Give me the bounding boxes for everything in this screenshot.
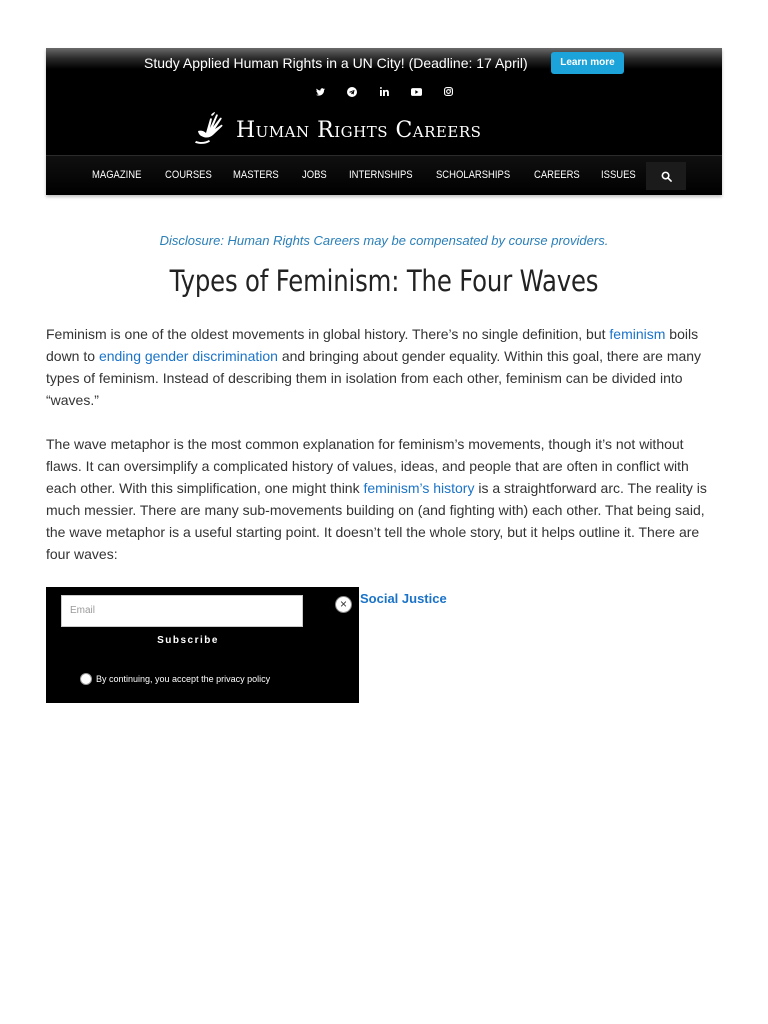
subscribe-popup [46, 587, 359, 703]
consent-row [80, 673, 270, 685]
main-navigation [46, 156, 722, 195]
hand-logo-icon [194, 111, 228, 150]
nav-item-scholarships[interactable]: SCHOLARSHIPS [436, 169, 511, 181]
site-logo[interactable] [194, 112, 481, 148]
ending-gender-discrimination-link[interactable]: ending gender discrimination [98, 348, 278, 364]
nav-item-masters[interactable]: MASTERS [233, 169, 279, 181]
paragraph-text: and bringing about gender equality. Within this goal, there are many types of feminism. Instead of describing them in isolation from each other, feminism can be divided into “waves.” [46, 348, 702, 408]
search-icon [661, 171, 672, 182]
learn-more-button[interactable]: Learn more [551, 52, 624, 74]
search-button[interactable] [646, 162, 686, 190]
page-title: Types of Feminism: The Four Waves [169, 264, 599, 298]
promo-bar [46, 48, 722, 78]
nav-item-courses[interactable]: COURSES [165, 169, 212, 181]
paragraph-text: The wave metaphor is the most common explanation for feminism’s movements, though it’s not without flaws. It can oversimplify a complicated history of values, ideas, and people that are often in conflict with each other. With this simplification, one might think [46, 436, 689, 496]
telegram-icon[interactable] [345, 84, 360, 99]
social-links [46, 84, 722, 100]
article-paragraph-1 [46, 323, 722, 411]
email-field[interactable]: Email [61, 595, 303, 627]
feminism-link[interactable]: feminism [609, 326, 666, 342]
youtube-icon[interactable] [409, 84, 424, 99]
close-icon[interactable]: × [335, 596, 352, 613]
linkedin-icon[interactable] [377, 84, 392, 99]
nav-item-issues[interactable]: ISSUES [601, 169, 636, 181]
nav-item-jobs[interactable]: JOBS [302, 169, 327, 181]
promo-text: Study Applied Human Rights in a UN City! (Deadline: 17 April) [144, 55, 528, 71]
article-paragraph-2 [46, 433, 722, 565]
consent-checkbox[interactable] [80, 673, 92, 685]
site-header [46, 48, 722, 195]
nav-item-careers[interactable]: CAREERS [534, 169, 580, 181]
disclosure-text: Disclosure: Human Rights Careers may be compensated by course providers. [159, 233, 609, 248]
consent-label: By continuing, you accept the privacy policy [96, 674, 271, 684]
feminisms-history-link[interactable]: feminism’s history [363, 480, 475, 496]
subscribe-button[interactable]: Subscribe [157, 635, 219, 646]
paragraph-text: Feminism is one of the oldest movements in global history. There’s no single definition, but [46, 326, 610, 342]
paragraph-text: boils down to [46, 326, 699, 364]
logo-text: Human Rights Careers [236, 117, 482, 143]
nav-item-internships[interactable]: INTERNSHIPS [349, 169, 413, 181]
twitter-icon[interactable] [313, 84, 328, 99]
nav-item-magazine[interactable]: MAGAZINE [92, 169, 142, 181]
paragraph-text: is a straightforward arc. The reality is much messier. There are many sub-movements building on (and fighting with) each other. That being said, the wave metaphor is a useful starting point. It doesn’t tell the whole story, but it helps outline it. There are four waves: [46, 480, 707, 562]
social-justice-link[interactable]: Social Justice [360, 591, 447, 606]
instagram-icon[interactable] [441, 84, 456, 99]
